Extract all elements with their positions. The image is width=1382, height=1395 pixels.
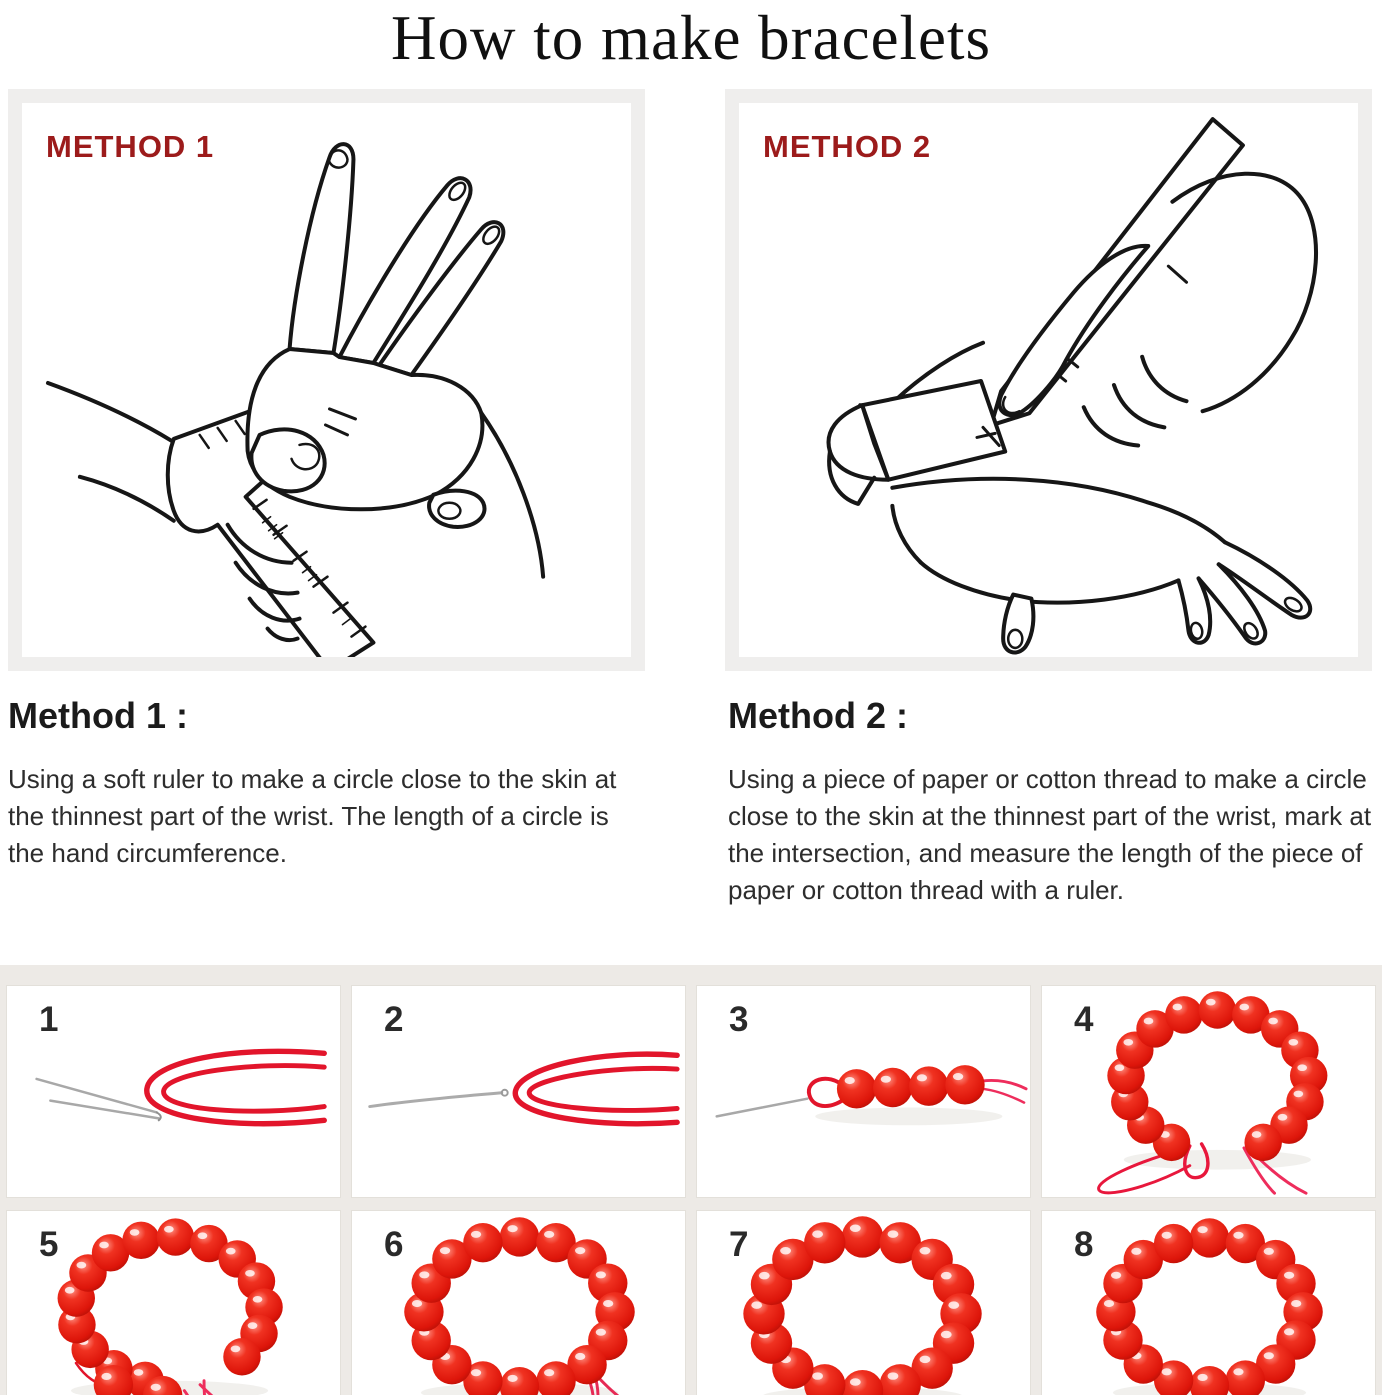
bead-highlight xyxy=(134,1369,144,1376)
bead-highlight xyxy=(575,1353,585,1360)
bead-highlight xyxy=(164,1226,174,1233)
bead-highlight xyxy=(471,1231,481,1238)
method1-badge: METHOD 1 xyxy=(46,129,215,164)
bead-highlight xyxy=(440,1247,450,1254)
bead-highlight xyxy=(245,1270,255,1277)
bead-highlight xyxy=(1162,1232,1172,1239)
red-bead xyxy=(500,1367,539,1395)
method2-badge: METHOD 2 xyxy=(763,129,932,164)
bead-highlight xyxy=(226,1248,236,1255)
red-bead xyxy=(873,1067,912,1106)
method-panels xyxy=(0,75,1382,671)
red-bead xyxy=(223,1338,260,1375)
bead-highlight xyxy=(1206,998,1216,1005)
bead-highlight xyxy=(1111,1272,1121,1279)
bead-highlight xyxy=(812,1230,823,1237)
bead-highlight xyxy=(65,1287,75,1294)
bead-highlight xyxy=(77,1262,87,1269)
bead-highlight xyxy=(248,1322,258,1329)
bead-highlight xyxy=(1123,1039,1133,1046)
bead-highlight xyxy=(1144,1017,1154,1024)
bead-highlight xyxy=(1294,1090,1304,1097)
wrist-ruler-illustration-icon xyxy=(22,103,631,657)
bead-highlight xyxy=(1233,1232,1243,1239)
method2-description xyxy=(728,695,1376,909)
step-5-cell xyxy=(6,1210,341,1395)
bead-highlight xyxy=(198,1233,208,1240)
step-3-cell xyxy=(696,985,1031,1199)
wrist-pen-marking-illustration-icon xyxy=(739,103,1358,657)
red-bead xyxy=(1165,996,1202,1033)
bead-highlight xyxy=(1264,1352,1274,1359)
bead-highlight xyxy=(941,1272,952,1279)
bead-highlight xyxy=(412,1300,422,1307)
red-bead xyxy=(909,1066,948,1105)
bead-highlight xyxy=(948,1302,959,1309)
bead-highlight xyxy=(953,1073,963,1080)
bead-highlight xyxy=(881,1075,891,1082)
bead-highlight xyxy=(151,1384,161,1391)
bead-highlight xyxy=(1284,1272,1294,1279)
step-number: 6 xyxy=(384,1225,404,1265)
red-bead xyxy=(945,1065,984,1104)
red-bead xyxy=(837,1069,876,1108)
bead-highlight xyxy=(920,1356,931,1363)
bead-highlight xyxy=(253,1296,263,1303)
bead-highlight xyxy=(1239,1003,1249,1010)
red-bead xyxy=(842,1370,883,1395)
bead-highlight xyxy=(1264,1248,1274,1255)
bead-highlight xyxy=(1162,1368,1172,1375)
bead-highlight xyxy=(888,1230,899,1237)
step-7-cell xyxy=(696,1210,1031,1395)
method1-description xyxy=(8,695,648,909)
bead-highlight xyxy=(845,1077,855,1084)
red-bead xyxy=(1190,1366,1229,1395)
bead-highlight xyxy=(1197,1374,1207,1381)
assembly-steps-grid xyxy=(0,965,1382,1395)
method1-text: Using a soft ruler to make a circle close to the skin at the thinnest part of the wrist. The length of a circle is the hand circumference. xyxy=(8,764,617,868)
bead-highlight xyxy=(1173,1003,1183,1010)
bead-highlight xyxy=(850,1225,861,1232)
bead-highlight xyxy=(1197,1226,1207,1233)
bead-highlight xyxy=(575,1247,585,1254)
bead-highlight xyxy=(507,1375,517,1382)
bead-highlight xyxy=(130,1229,140,1236)
bead-highlight xyxy=(1284,1328,1294,1335)
step-2-cell xyxy=(351,985,686,1199)
bead-highlight xyxy=(1115,1064,1125,1071)
bead-highlight xyxy=(1252,1131,1262,1138)
bead-highlight xyxy=(1297,1064,1307,1071)
method1-heading: Method 1 : xyxy=(8,695,188,736)
bead-highlight xyxy=(850,1378,861,1385)
bead-highlight xyxy=(596,1271,606,1278)
bead-highlight xyxy=(941,1331,952,1338)
step-number: 5 xyxy=(39,1225,59,1265)
method2-heading: Method 2 : xyxy=(728,695,908,736)
step-number: 2 xyxy=(384,999,404,1039)
step-6-cell xyxy=(351,1210,686,1395)
bead-highlight xyxy=(544,1231,554,1238)
bead-highlight xyxy=(1291,1300,1301,1307)
bead-highlight xyxy=(920,1247,931,1254)
bead-highlight xyxy=(812,1372,823,1379)
red-bead xyxy=(1190,1218,1229,1257)
step-number: 4 xyxy=(1074,999,1094,1039)
step-number: 8 xyxy=(1074,1225,1094,1265)
red-bead xyxy=(1244,1123,1281,1160)
red-bead xyxy=(157,1218,194,1255)
red-bead xyxy=(500,1217,539,1256)
bead-highlight xyxy=(507,1225,517,1232)
bead-highlight xyxy=(603,1300,613,1307)
method2-text: Using a piece of paper or cotton thread to make a circle close to the skin at the thinnest part of the wrist, mark at the intersection, and measure the length of the piece of paper or cotton thread with a ruler. xyxy=(728,764,1372,905)
bead-highlight xyxy=(1131,1248,1141,1255)
bead-highlight xyxy=(419,1271,429,1278)
page-title: How to make bracelets xyxy=(390,3,992,73)
bead-highlight xyxy=(596,1329,606,1336)
bead-highlight xyxy=(231,1346,241,1353)
bead-highlight xyxy=(1268,1017,1278,1024)
bead-highlight xyxy=(1278,1114,1288,1121)
bead-highlight xyxy=(99,1242,109,1249)
step-number: 1 xyxy=(39,999,59,1039)
red-bead xyxy=(122,1222,159,1259)
method2-panel xyxy=(725,89,1372,671)
bead-highlight xyxy=(1233,1368,1243,1375)
bead-highlight xyxy=(101,1373,111,1380)
red-bead xyxy=(1199,991,1236,1028)
bead-highlight xyxy=(544,1369,554,1376)
red-bead xyxy=(463,1223,502,1262)
bead-highlight xyxy=(780,1247,791,1254)
red-bead xyxy=(804,1222,845,1263)
bead-highlight xyxy=(1104,1300,1114,1307)
bead-highlight xyxy=(1288,1039,1298,1046)
method-descriptions xyxy=(0,671,1382,909)
step-number: 7 xyxy=(729,1225,749,1265)
step-4-cell xyxy=(1041,985,1376,1199)
step-1-cell xyxy=(6,985,341,1199)
red-bead xyxy=(842,1216,883,1257)
bead-highlight xyxy=(888,1372,899,1379)
method1-panel xyxy=(8,89,645,671)
bead-highlight xyxy=(917,1074,927,1081)
bead-highlight xyxy=(751,1302,762,1309)
bead-highlight xyxy=(759,1272,770,1279)
step-number: 3 xyxy=(729,999,749,1039)
red-bead xyxy=(1154,1224,1193,1263)
bead-highlight xyxy=(471,1369,481,1376)
step-8-cell xyxy=(1041,1210,1376,1395)
